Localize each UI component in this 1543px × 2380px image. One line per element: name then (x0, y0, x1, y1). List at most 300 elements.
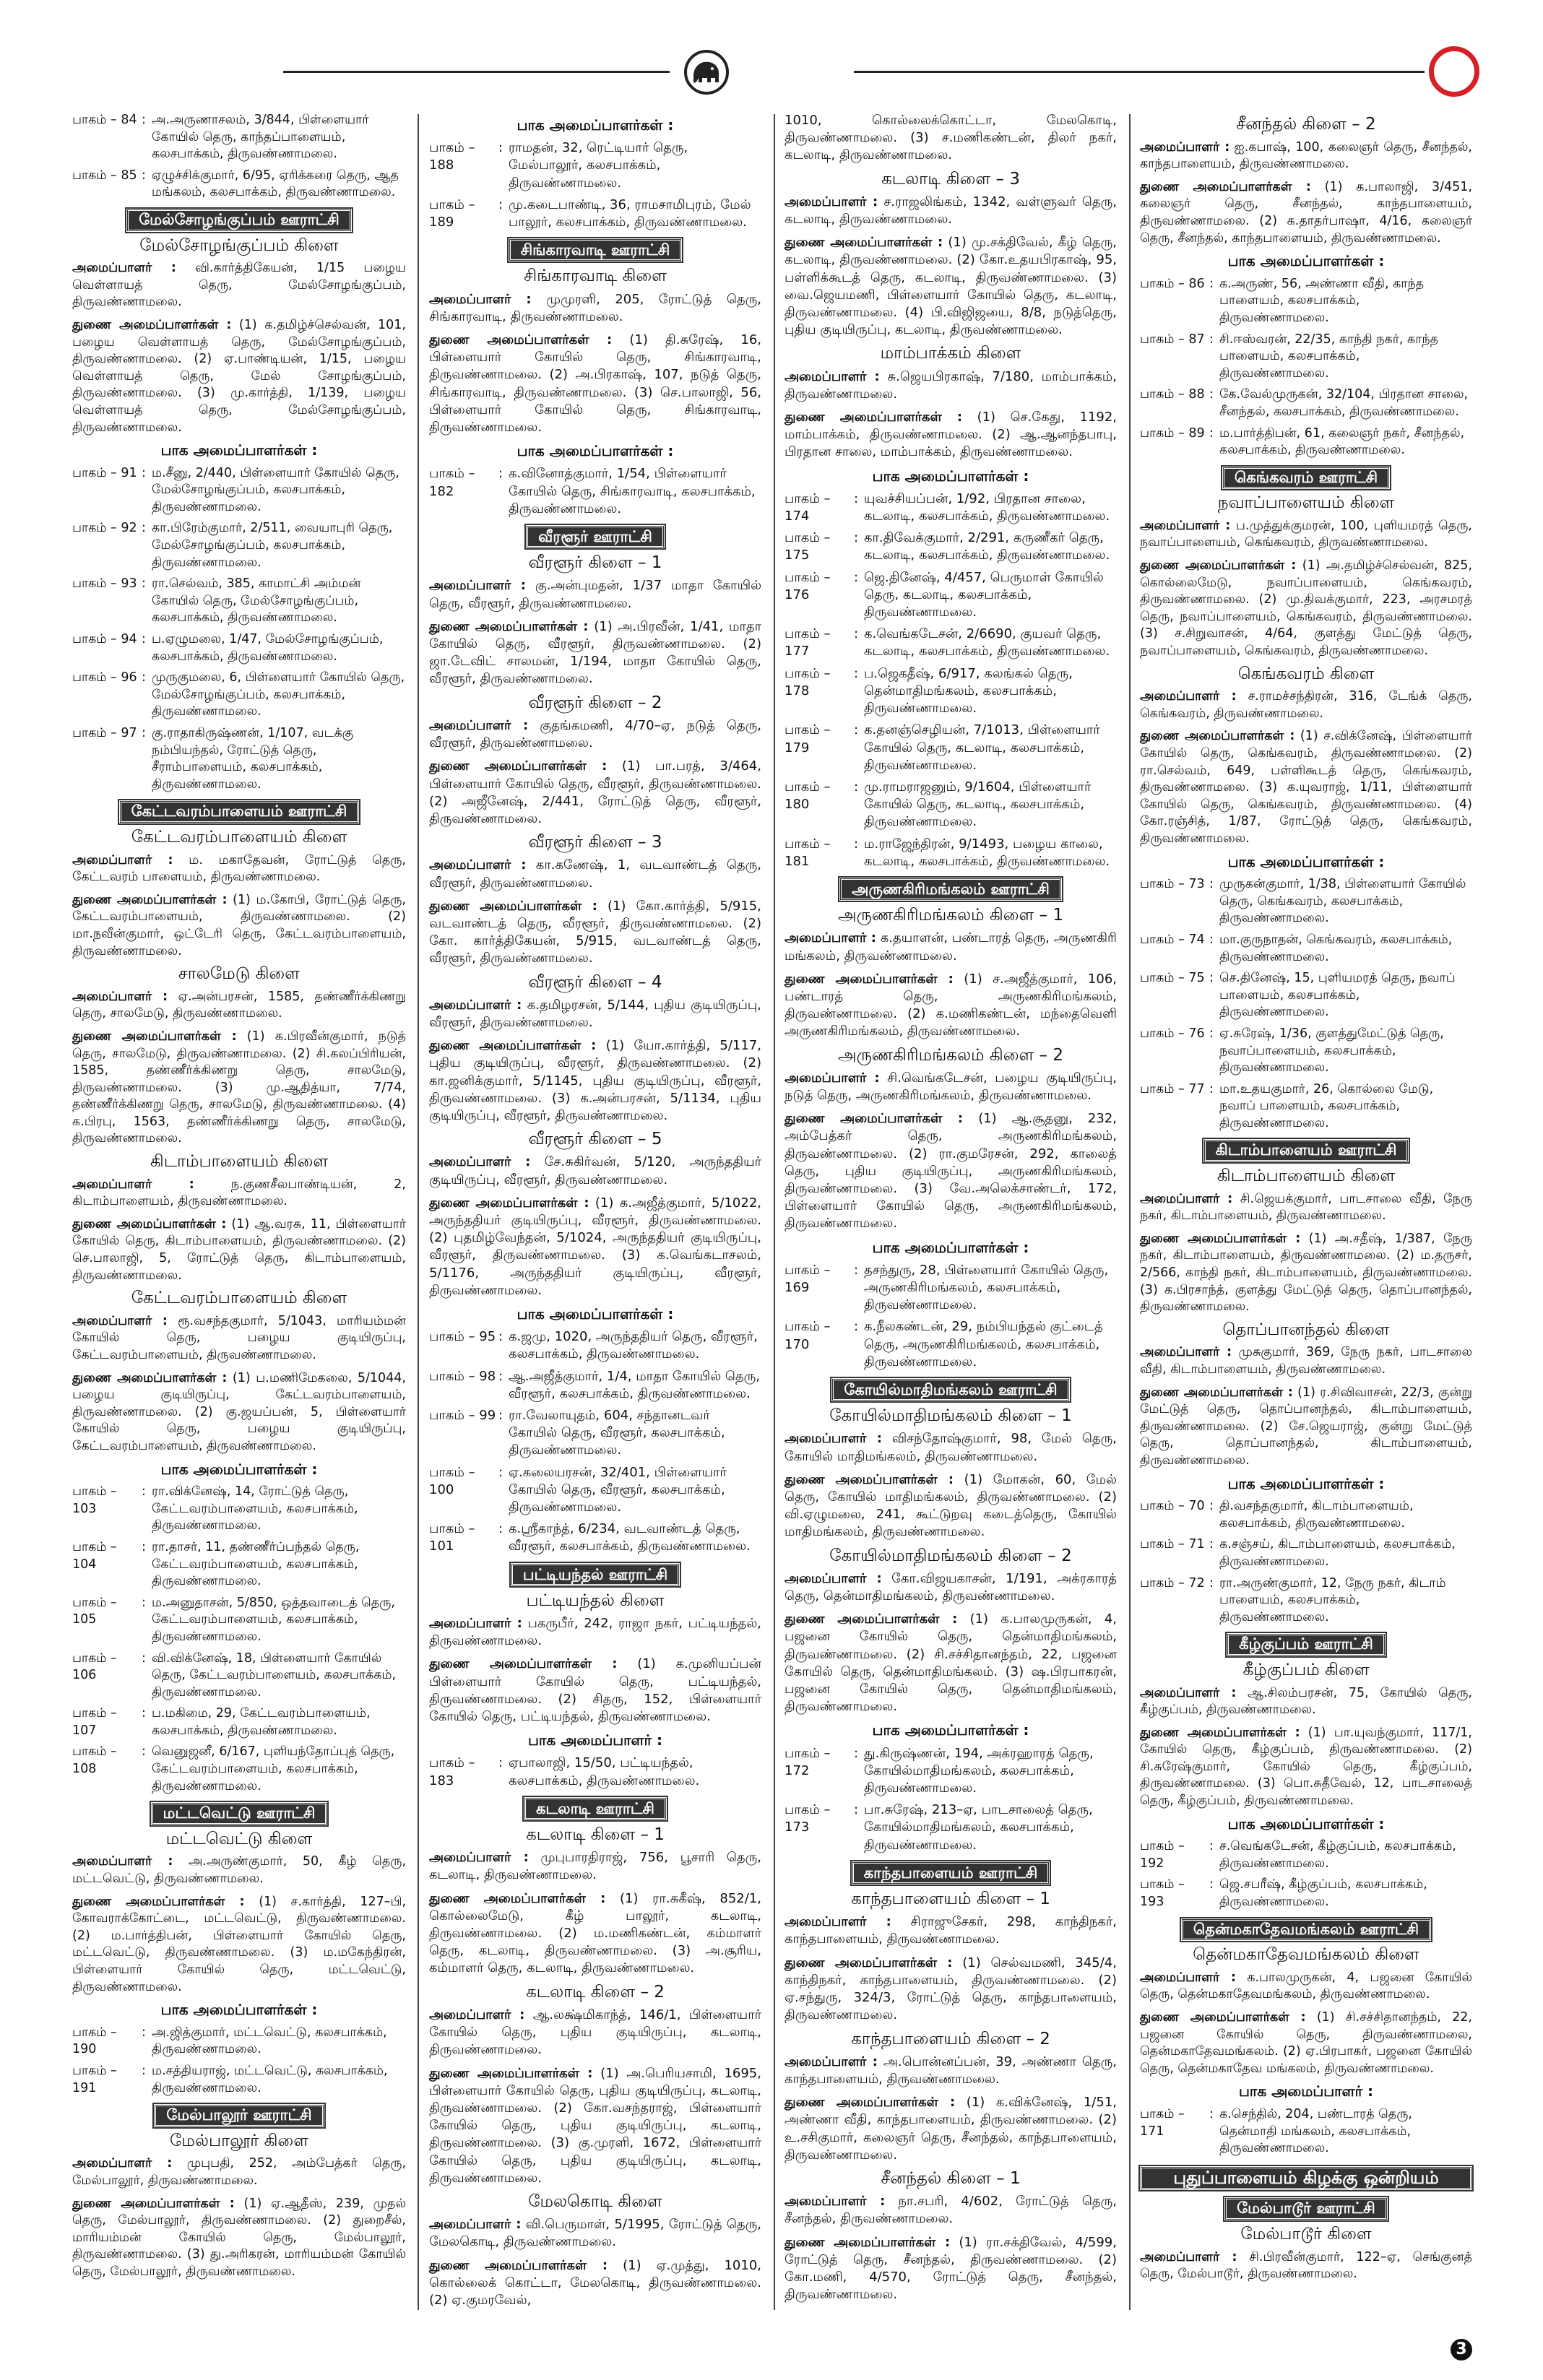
role-label: அமைப்பாளர் : (429, 2007, 525, 2022)
member-details: (1) செ.கேது, 1192, மாம்பாக்கம், திருவண்ணாமலை. (2) ஆ.ஆனந்தபாபு, பிரதான சாலை, மாம்பாக்கம், திருவண்ணாமலை. (785, 410, 1117, 460)
booth-entry (785, 836, 1117, 870)
column-divider (1129, 114, 1131, 2310)
booth-entry (72, 670, 406, 721)
branch-title: கிடாம்பாளையம் கிளை (1216, 1167, 1396, 1186)
role-label: அமைப்பாளர் : (429, 717, 529, 733)
booth-number: பாகம் – 188 (429, 140, 475, 173)
role-label: அமைப்பாளர் : (429, 291, 532, 307)
booth-details: ம.சீனு, 2/440, பிள்ளையார் கோயில் தெரு, மேல்சோழங்குப்பம், கலசபாக்கம், திருவண்ணாமலை. (152, 465, 399, 514)
booth-entry (72, 2025, 406, 2059)
role-label: அமைப்பாளர் : (72, 1177, 194, 1192)
colon: : (498, 466, 503, 482)
booth-details: முருகன்குமார், 1/38, பிள்ளையார் கோயில் தெரு, கெங்கவரம், கலசபாக்கம், திருவண்ணாமலை. (1219, 877, 1466, 926)
colon: : (854, 722, 859, 738)
booth-entry (72, 1484, 406, 1535)
booth-number: பாகம் – 71 (1140, 1537, 1205, 1552)
role-label: அமைப்பாளர் : (429, 1616, 522, 1632)
panchayat-banner (429, 1797, 761, 1820)
booth-details: ம.சத்தியராஜ், மட்டவெட்டு, கலசபாக்கம், திருவண்ணாமலை. (152, 2063, 388, 2095)
booth-number: பாகம் – 105 (72, 1595, 117, 1627)
member-paragraph (72, 317, 406, 436)
member-details: (1) மு.சக்திவேல், கீழ் தெரு, கடலாடி, திருவண்ணாமலை. (2) கோ.உதயபிரகாஷ், 95, பள்ளிக்கூடத் தெரு, கடலாடி, திருவண்ணாமலை. (3) வை.ஜெயமணி, பிள்ளையார் கோயில் தெரு, கடலாடி, திருவண்ணாமலை. (4) பி.விஜிஜயை, 8/8, நடுத்தெரு, புதிய குடியிருப்பு, கடலாடி, திருவண்ணாமலை. (785, 235, 1117, 338)
role-label: துணை அமைப்பாளர்கள் : (72, 892, 228, 907)
role-label: துணை அமைப்பாளர்கள் : (785, 2095, 956, 2111)
panchayat-banner (1140, 2197, 1472, 2220)
role-label: துணை அமைப்பாளர்கள் : (1140, 179, 1311, 194)
booth-number: பாகம் – 75 (1140, 971, 1205, 986)
member-paragraph (429, 1037, 761, 1125)
branch-title: மேல்பாடூர் கிளை (1240, 2224, 1372, 2243)
member-details: சிராஜுசேகர், 298, காந்திநகர், காந்தபாளையம், திருவண்ணாமலை. (785, 1914, 1118, 1947)
member-paragraph (1140, 1231, 1472, 1316)
role-label: அமைப்பாளர் : (1140, 2249, 1237, 2264)
colon: : (142, 1706, 146, 1721)
booth-number: பாகம் – 192 (1140, 1839, 1185, 1871)
header-rule-left (283, 71, 670, 73)
colon: : (498, 1521, 503, 1537)
member-details: ஆ.லக்ஷ்மிகாந்த், 146/1, பிள்ளையார் கோயில் தெரு, புதிய குடியிருப்பு, கடலாடி, திருவண்ணாமலை. (429, 2007, 762, 2058)
booth-details: ரா.செல்வம், 385, காமாட்சி அம்மன் கோயில் தெரு, மேல்சோழங்குப்பம், கலசபாக்கம், திருவண்ணாமலை. (152, 576, 361, 626)
member-details: வி.பெருமாள், 5/1995, ரோட்டுத் தெரு, மேலகொடி, திருவண்ணாமலை. (429, 2217, 761, 2250)
member-paragraph (785, 1110, 1117, 1232)
booth-entry (1140, 1081, 1472, 1133)
booth-number: பாகம் – 171 (1140, 2106, 1185, 2139)
booth-entry (72, 1744, 406, 1795)
booth-details: ஆ.அஜீத்குமார், 1/4, மாதா கோயில் தெரு, வீரளூர், கலசபாக்கம், திருவண்ணாமலை. (509, 1368, 761, 1401)
member-details: சி.பிரவீன்குமார், 122–ஏ, செங்குனத் தெரு, மேல்பாடூர், திருவண்ணாமலை. (1140, 2249, 1472, 2282)
booth-details: ரா.விக்னேஷ், 14, ரோட்டுத் தெரு, கேட்டவரம்பாளையம், கலசபாக்கம், திருவண்ணாமலை. (152, 1484, 358, 1533)
member-paragraph (429, 2007, 761, 2059)
colon: : (1209, 387, 1214, 402)
booth-entry (72, 112, 406, 163)
member-paragraph (1140, 688, 1472, 722)
member-details: அ.பொன்னப்பன், 39, அண்ணா தெரு, காந்தபாளையம், திருவண்ணாமலை. (785, 2054, 1118, 2087)
member-paragraph (72, 2196, 406, 2281)
booth-details: கா.பிரேம்குமார், 2/511, வையாபுரி தெரு, மேல்சோழங்குப்பம், கலசபாக்கம், திருவண்ணாமலை. (152, 521, 393, 570)
member-paragraph (1140, 1191, 1472, 1225)
booth-details: கே.வேல்முருகன், 32/104, பிரதான சாலை, சீனந்தல், கலசபாக்கம், திருவண்ணாமலை. (1219, 387, 1469, 419)
booth-number: பாகம் –183 (429, 1755, 475, 1788)
member-details: ம. மகாதேவன், ரோட்டுத் தெரு, கேட்டவரம் பாளையம், திருவண்ணாமலை. (72, 852, 406, 885)
member-details: (1) ஏ.முத்து, 1010, கொல்லைக் கொட்டா, மேலகொடி, திருவண்ணாமலை. (2) ஏ.குமரவேல், (429, 2257, 761, 2308)
booth-details: மு.ராமராஜனும், 9/1604, பிள்ளையார் கோயில் தெரு, கடலாடி, கலசபாக்கம், திருவண்ணாமலை. (864, 779, 1092, 830)
member-details: 1010, கொல்லைக்கொட்டா, மேலகொடி, திருவண்ணாமலை. (3) ச.மணிகண்டன், திலர் நகர், கடலாடி, திருவண்ணாமலை. (785, 113, 1117, 163)
booth-number: பாகம் – 72 (1140, 1575, 1205, 1591)
colon: : (498, 1368, 503, 1384)
booth-entry (72, 2063, 406, 2097)
booth-number: பாகம் – 91 (72, 465, 137, 480)
booth-number: பாகம் – 106 (72, 1650, 117, 1683)
booth-number: பாகம் – 73 (1140, 877, 1205, 892)
booth-entry (1140, 386, 1472, 420)
role-label: துணை அமைப்பாளர்கள் : (429, 1195, 589, 1211)
booth-entry (72, 465, 406, 516)
panchayat-banner (1140, 1139, 1472, 1162)
branch-title: சீனந்தல் கிளை – 2 (1236, 115, 1376, 134)
role-label: துணை அமைப்பாளர்கள் : (72, 1029, 237, 1044)
member-details: ரூ.வசந்தகுமார், 5/1043, மாரியம்மன் கோயில் தெரு, பழைய குடியிருப்பு, கேட்டவரம்பாளையம், திருவண்ணாமலை. (72, 1313, 406, 1362)
member-paragraph (429, 1890, 761, 1978)
member-paragraph (1140, 179, 1472, 247)
booth-number: பாகம் – 85 (72, 168, 137, 183)
booth-entry (1140, 932, 1472, 966)
booth-entry (429, 1754, 761, 1789)
booth-number: பாகம் – 190 (72, 2025, 117, 2057)
panchayat-banner (72, 2104, 406, 2127)
colon: : (1209, 1839, 1214, 1854)
booth-number: பாகம் – 179 (785, 722, 831, 756)
member-paragraph (429, 2216, 761, 2251)
panchayat-title: அருணகிரிமங்கலம் ஊராட்சி (839, 878, 1062, 901)
colon: : (854, 665, 859, 681)
role-label: அமைப்பாளர் : (785, 2054, 878, 2069)
booth-number: பாகம் – 77 (1140, 1081, 1205, 1096)
booth-details: ரா.வேலாயுதம், 604, சந்தானடவர் கோயில் தெரு, வீரளூர், கலசபாக்கம், திருவண்ணாமலை. (509, 1408, 725, 1458)
booth-entry (72, 576, 406, 627)
booth-number: பாகம் – 97 (72, 726, 137, 740)
booth-number: பாகம் – 92 (72, 521, 137, 536)
colon: : (1209, 425, 1214, 441)
booth-number: பாகம் – 178 (785, 665, 831, 698)
colon: : (142, 726, 146, 740)
colon: : (854, 1745, 859, 1761)
member-details: வி.கார்த்திகேயன், 1/15 பழைய வெள்ளாயத் தெரு, மேல்சோழங்குப்பம், திருவண்ணாமலை. (72, 261, 406, 310)
member-details: (1) ரா.சக்திவேல், 4/599, ரோட்டுத் தெரு, சீனந்தல், திருவண்ணாமலை. (2) கோ.மணி, 4/570, ரோட்டுத் தெரு, சீனந்தல், திருவண்ணாமலை. (785, 2234, 1117, 2303)
member-details: கா.கணேஷ், 1, வடவாண்டத் தெரு, வீரளூர், திருவண்ணாமலை. (429, 857, 761, 891)
colon: : (854, 836, 859, 852)
role-label: அமைப்பாளர் : (1140, 1345, 1232, 1360)
member-paragraph (785, 1070, 1117, 1104)
corner-circle-icon (1429, 46, 1479, 97)
member-details: ச.ராமச்சந்திரன், 316, டேங்க் தெரு, கெங்கவரம், திருவண்ணாமலை. (1140, 689, 1472, 721)
member-paragraph (785, 1471, 1117, 1541)
member-paragraph (429, 1849, 761, 1884)
section-heading: பாக அமைப்பாளர் : (527, 1731, 662, 1749)
member-details: (1) கோ.கார்த்தி, 5/915, வடவாண்டத் தெரு, வீரளூர், திருவண்ணாமலை. (2) கோ. கார்த்திகேயன், 5/915, வடவாண்டத் தெரு, வீரளூர், திருவண்ணாமலை. (429, 898, 761, 966)
branch-title: மேல்பாலூர் கிளை (170, 2131, 308, 2150)
section-heading: பாக அமைப்பாளர்கள் : (160, 2001, 318, 2019)
colon: : (498, 1464, 503, 1480)
panchayat-banner (72, 1802, 406, 1825)
role-label: அமைப்பாளர் : (785, 930, 876, 946)
booth-number: பாகம் – 101 (429, 1521, 475, 1554)
role-label: துணை அமைப்பாளர்கள் : (72, 1216, 227, 1232)
booth-number: பாகம் – 89 (1140, 425, 1205, 441)
booth-details: ம.பார்த்திபன், 61, கலைஞர் நகர், சீனந்தல், கலசபாக்கம், திருவண்ணாமலை. (1219, 425, 1465, 458)
member-details: (1) ம.கோபி, ரோட்டுத் தெரு, கேட்டவரம்பாளையம், திருவண்ணாமலை. (2) மா.நவீன்குமார், ஒட்டேரி தெரு, கேட்டவரம்பாளையம், திருவண்ணாமலை. (72, 892, 406, 959)
member-details: ஏ.அன்பரசன், 1585, தண்ணீர்க்கிணறு தெரு, சாலமேடு, திருவண்ணாமலை. (72, 989, 407, 1021)
branch-title: கோயில்மாதிமங்கலம் கிளை – 1 (829, 1406, 1072, 1426)
colon: : (854, 1262, 859, 1278)
section-heading: பாக அமைப்பாளர்கள் : (517, 1304, 674, 1323)
booth-details: மா.குருநாதன், கெங்கவரம், கலசபாக்கம், திருவண்ணாமலை. (1219, 932, 1453, 964)
colon: : (498, 140, 503, 156)
booth-entry (429, 139, 761, 192)
role-label: துணை அமைப்பாளர்கள் : (785, 1111, 964, 1127)
member-paragraph (1140, 1685, 1472, 1719)
booth-entry (785, 569, 1117, 622)
member-details: (1) க.பிரவீன்குமார், நடுத் தெரு, சாலமேடு, திருவண்ணாமலை. (2) சி.கலப்பிரியன், 1585, தண்ணீர்க்கிணறு தெரு, சாலமேடு, திருவண்ணாமலை. (3) மு.ஆதித்யா, 7/74, தண்ணீர்க்கிணறு தெரு, சாலமேடு, திருவண்ணாமலை. (4) க.பிரபு, 1563, தண்ணீர்க்கிணறு தெரு, சாலமேடு, திருவண்ணாமலை. (72, 1029, 406, 1146)
booth-details: அ.அருணாசலம், 3/844, பிள்ளையார் கோயில் தெரு, காந்தப்பாளையம், கலசபாக்கம், திருவண்ணாமலை. (152, 113, 369, 162)
member-details: (1) ர.சிவிவாசன், 22/3, குன்று மேட்டுத் தெரு, தொப்பானந்தல், கிடாம்பாளையம், திருவண்ணாமலை. (2) சே.ஜெயராஜ், குன்று மேட்டுத் தெரு, தொப்பானந்தல், கிடாம்பாளையம், திருவண்ணாமலை. (1140, 1385, 1472, 1468)
member-details: ஆ.சிலம்பரசன், 75, கோயில் தெரு, கீழ்குப்பம், திருவண்ணாமலை. (1140, 1685, 1472, 1718)
booth-details: செ.தினேஷ், 15, புளியமரத் தெரு, நவாப் பாளையம், கலசபாக்கம், திருவண்ணாமலை. (1219, 971, 1456, 1020)
member-paragraph (72, 1216, 406, 1284)
member-details: (1) அ.பெரியசாமி, 1695, பிள்ளையார் கோயில் தெரு, புதிய குடியிருப்பு, கடலாடி, திருவண்ணாமலை. (2) கோ.வசந்தராஜ், பிள்ளையார் கோயில் தெரு, புதிய குடியிருப்பு, கடலாடி, திருவண்ணாமலை. (3) கு.முரளி, 1672, பிள்ளையார் கோயில் தெரு, புதிய குடியிருப்பு, கடலாடி, திருவண்ணாமலை. (429, 2065, 761, 2186)
member-paragraph (72, 1177, 406, 1211)
member-details: விசந்தோஷ்குமார், 98, மேல் தெரு, கோயில் மாதிமங்கலம், திருவண்ணாமலை. (785, 1431, 1118, 1464)
booth-entry (429, 196, 761, 231)
booth-details: வெனுஜனீ, 6/167, புளியந்தோப்புத் தெரு, கேட்டவரம்பாளையம், கலசபாக்கம், திருவண்ணாமலை. (152, 1744, 395, 1793)
member-paragraph (429, 857, 761, 891)
role-label: அமைப்பாளர் : (429, 997, 522, 1013)
colon: : (142, 632, 146, 647)
branch-title: சாலமேடு கிளை (178, 964, 300, 984)
colon: : (854, 569, 859, 585)
branch-title: கடலாடி கிளை – 2 (526, 1982, 665, 2002)
branch-title: அருணகிரிமங்கலம் கிளை – 1 (838, 906, 1063, 925)
member-paragraph (1140, 1725, 1472, 1810)
booth-details: முருகுமலை, 6, பிள்ளையார் கோயில் தெரு, மேல்சோழங்குப்பம், கலசபாக்கம், திருவண்ணாமலை. (152, 670, 405, 719)
booth-entry (785, 626, 1117, 660)
member-paragraph (72, 1853, 406, 1887)
booth-details: ராமதன், 32, ரெட்டியார் தெரு, மேல்பாலூர், கலசபாக்கம், திருவண்ணாமலை. (509, 140, 688, 191)
role-label: அமைப்பாளர் : (785, 1070, 880, 1086)
member-details: ந.குணசீலபாண்டியன், 2, கிடாம்பாளையம், திருவண்ணாமலை. (72, 1177, 406, 1209)
role-label: அமைப்பாளர் : (785, 1914, 891, 1930)
booth-entry (1140, 332, 1472, 383)
booth-details: க.வெங்கடேசன், 2/6690, குயவர் தெரு, கடலாடி, கலசபாக்கம், திருவண்ணாமலை. (864, 626, 1110, 659)
member-paragraph (1140, 518, 1472, 552)
booth-entry (1140, 1575, 1472, 1627)
role-label: அமைப்பாளர் : (785, 1431, 882, 1447)
booth-details: ஏ.கலையரசன், 32/401, பிள்ளையார் கோயில் தெரு, வீரளூர், கலசபாக்கம், திருவண்ணாமலை. (509, 1464, 727, 1515)
booth-entry (429, 1328, 761, 1363)
role-label: துணை அமைப்பாளர்கள் : (1140, 729, 1295, 744)
booth-number: பாகம் – 94 (72, 632, 137, 647)
colon: : (1209, 1026, 1214, 1041)
booth-number: பாகம் – 70 (1140, 1499, 1205, 1514)
panchayat-banner (785, 1861, 1117, 1884)
role-label: துணை அமைப்பாளர்கள் : (785, 1471, 954, 1487)
member-details: (1) ச.கார்த்தி, 127–பி, கோவராக்கோட்டை, மட்டவெட்டு, திருவண்ணாமலை. (2) ம.பார்த்திபன், பிள்ளையார் கோயில் தெரு, மட்டவெட்டு, திருவண்ணாமலை. (3) ம.மகேந்திரன், பிள்ளையார் கோயில் தெரு, மட்டவெட்டு, திருவண்ணாமலை. (72, 1894, 407, 1994)
role-label: அமைப்பாளர் : (429, 2217, 522, 2233)
section-heading: பாக அமைப்பாளர்கள் : (160, 1460, 318, 1478)
booth-details: மா.உதயகுமார், 26, கொல்லை மேடு, நவாப் பாளையம், கலசபாக்கம், திருவண்ணாமலை. (1219, 1081, 1434, 1130)
panchayat-title: மேல்சோழங்குப்பம் ஊராட்சி (126, 209, 351, 232)
member-details: க.தமிழரசன், 5/144, புதிய குடியிருப்பு, வீரளூர், திருவண்ணாமலை. (429, 997, 762, 1030)
booth-entry (429, 1368, 761, 1403)
member-paragraph (72, 1370, 406, 1455)
member-details: (1) ரா.சுகீஷ், 852/1, கொல்லைமேடு, கீழ் பாலூர், கடலாடி, திருவண்ணாமலை. (2) ம.மணிகண்டன், கம்மாளர் தெரு, கடலாடி, திருவண்ணாமலை. (3) அ.சூரிய, கம்மாளர் தெரு, கடலாடி, திருவண்ணாமலை. (429, 1890, 761, 1976)
branch-title: அருணகிரிமங்கலம் கிளை – 2 (838, 1045, 1063, 1065)
panchayat-title: மட்டவெட்டு ஊராட்சி (151, 1802, 328, 1825)
colon: : (498, 196, 503, 212)
booth-details: ஜெ.சபரீஷ், கீழ்குப்பம், கலசபாக்கம், திருவண்ணாமலை. (1219, 1877, 1427, 1910)
union-banner (1140, 2166, 1472, 2191)
branch-title: கெங்கவரம் கிளை (1237, 664, 1375, 683)
section-heading: பாக அமைப்பாளர்கள் : (1227, 1474, 1385, 1492)
booth-details: ரா.தாசர், 11, தண்ணீர்ப்பந்தல் தெரு, கேட்டவரம்பாளையம், கலசபாக்கம், திருவண்ணாமலை. (152, 1539, 360, 1589)
booth-entry (785, 529, 1117, 564)
member-details: (1) க.தமிழ்ச்செல்வன், 101, பழைய வெள்ளாயத் தெரு, மேல்சோழங்குப்பம், திருவண்ணாமலை. (2) ஏ.பாண்டியன், 1/15, பழைய வெள்ளாயத் தெரு, மேல் சோழங்குப்பம், திருவண்ணாமலை. (3) மு.கார்த்தி, 1/139, பழைய வெள்ளாயத் தெரு, மேல்சோழங்குப்பம், திருவண்ணாமலை. (72, 317, 406, 435)
panchayat-title: கெங்கவரம் ஊராட்சி (1222, 467, 1390, 490)
elephant-logo-icon (683, 49, 730, 95)
member-details: (1) பா.பரத், 3/464, பிள்ளையார் கோயில் தெரு, வீரளூர், திருவண்ணாமலை. (2) அஜீனேஷ், 2/441, ரோட்டுத் தெரு, வீரளூர், திருவண்ணாமலை. (429, 758, 761, 826)
booth-entry (785, 779, 1117, 831)
member-details: கோ.விஜயகாசன், 1/191, அக்ரகாரத் தெரு, தென்மாதிமங்கலம், திருவண்ணாமலை. (785, 1570, 1117, 1604)
page-number: 3 (1451, 2339, 1472, 2360)
role-label: அமைப்பாளர் : (1140, 1970, 1237, 1985)
member-details: (1) அ.தமிழ்ச்செல்வன், 825, கொல்லைமேடு, நவாப்பாளையம், கெங்கவரம், திருவண்ணாமலை. (2) மு.திவக்குமார், 223, அரசமரத் தெரு, நவாப்பாளையம், கெங்கவரம், திருவண்ணாமலை. (3) ச.சிறுவாசன், 4/64, குளத்து மேட்டுத் தெரு, நவாப்பாளையம், கெங்கவரம், திருவண்ணாமலை. (1140, 558, 1473, 659)
colon: : (142, 670, 146, 685)
booth-entry (429, 1407, 761, 1460)
booth-entry (1140, 2106, 1472, 2158)
member-paragraph (429, 2257, 761, 2310)
booth-number: பாகம் – 104 (72, 1539, 117, 1572)
booth-entry (1140, 425, 1472, 459)
panchayat-banner (1140, 467, 1472, 490)
role-label: துணை அமைப்பாளர்கள் : (429, 1890, 606, 1906)
member-details: சி.ஜெயக்குமார், பாடசாலை வீதி, நேரு நகர், கிடாம்பாளையம், திருவண்ணாமலை. (1140, 1191, 1472, 1224)
booth-details: ச.வெங்கடேசன், கீழ்குப்பம், கலசபாக்கம், திருவண்ணாமலை. (1219, 1839, 1456, 1871)
member-paragraph (1140, 2249, 1472, 2283)
role-label: அமைப்பாளர் : (72, 1313, 168, 1328)
booth-details: வி.விக்னேஷ், 18, பிள்ளையார் கோயில் தெரு, கேட்டவரம்பாளையம், கலசபாக்கம், திருவண்ணாமலை. (152, 1650, 397, 1700)
booth-details: க.வினோத்குமார், 1/54, பிள்ளையார் கோயில் தெரு, சிங்காரவாடி, கலசபாக்கம், திருவண்ணாமலை. (509, 466, 756, 516)
panchayat-banner (1140, 1633, 1472, 1656)
member-details: (1) ச.விக்னேஷ், பிள்ளையார் கோயில் தெரு, கெங்கவரம், திருவண்ணாமலை. (2) ரா.செல்வம், 649, பள்ளிகூடத் தெரு, கெங்கவரம், திருவண்ணாமலை. (3) க.யுவராஜ், 1/11, பிள்ளையார் கோயில் தெரு, கெங்கவரம், திருவண்ணாமலை. (4) கோ.ரஞ்சித், 1/87, ரோட்டுத் தெரு, கெங்கவரம், திருவண்ணாமலை. (1140, 729, 1472, 846)
booth-entry (72, 1595, 406, 1646)
member-paragraph (429, 1615, 761, 1650)
branch-title: கோயில்மாதிமங்கலம் கிளை – 2 (829, 1546, 1072, 1565)
panchayat-title: பட்டியந்தல் ஊராட்சி (511, 1563, 680, 1586)
colon: : (142, 1539, 146, 1554)
member-details: (1) ஆ.வரசு, 11, பிள்ளையார் கோயில் தெரு, கிடாம்பாளையம், திருவண்ணாமலை. (2) செ.பாலாஜி, 5, ரோட்டுத் தெரு, கிடாம்பாளையம், திருவண்ணாமலை. (72, 1216, 406, 1283)
panchayat-banner (785, 1378, 1117, 1401)
member-details: நா.சபரி, 4/602, ரோட்டுத் தெரு, சீனந்தல், திருவண்ணாமலை. (785, 2194, 1118, 2227)
booth-details: க.ஸ்ரீகாந்த், 6/234, வடவாண்டத் தெரு, வீரளூர், கலசபாக்கம், திருவண்ணாமலை. (509, 1521, 751, 1554)
booth-details: அ.ஜித்குமார், மட்டவெட்டு, கலசபாக்கம், திருவண்ணாமலை. (152, 2025, 387, 2057)
member-paragraph (785, 234, 1117, 339)
colon: : (142, 521, 146, 536)
colon: : (142, 1744, 146, 1760)
branch-title: வீரளூர் கிளை – 2 (528, 693, 662, 712)
role-label: துணை அமைப்பாளர்கள் : (1140, 1231, 1301, 1246)
colon: : (1209, 1499, 1214, 1514)
panchayat-banner (1140, 1918, 1472, 1942)
column-1 (72, 112, 406, 2287)
booth-entry (1140, 970, 1472, 1021)
member-paragraph (429, 758, 761, 828)
member-paragraph (1140, 2009, 1472, 2077)
role-label: துணை அமைப்பாளர்கள் : (72, 1894, 245, 1909)
booth-details: ப.ஜெகதீஷ், 6/917, கலங்கல் தெரு, தென்மாதிமங்கலம், கலசபாக்கம், திருவண்ணாமலை. (864, 665, 1073, 717)
section-heading: பாக அமைப்பாளர்கள் : (160, 441, 318, 459)
booth-entry (785, 1745, 1117, 1798)
role-label: துணை அமைப்பாளர்கள் : (785, 2234, 951, 2250)
booth-entry (429, 465, 761, 518)
booth-entry (1140, 1498, 1472, 1532)
booth-number: பாகம் – 108 (72, 1744, 117, 1777)
colon: : (1209, 276, 1214, 291)
panchayat-title: சிங்காரவாடி ஊராட்சி (509, 238, 683, 261)
role-label: துணை அமைப்பாளர்கள் : (785, 971, 954, 987)
booth-number: பாகம் – 96 (72, 670, 137, 685)
booth-number: பாகம் – 87 (1140, 332, 1205, 347)
member-details: முசுகுமார், 369, நேரு நகர், பாடசாலை வீதி, கிடாம்பாளையம், திருவண்ணாமலை. (1140, 1345, 1472, 1377)
panchayat-title: கோயில்மாதிமங்கலம் ஊராட்சி (831, 1378, 1069, 1401)
role-label: துணை அமைப்பாளர்கள் : (429, 618, 589, 634)
member-details: க.பாலமுருகன், 4, பஜனை கோயில் தெரு, தென்மகாதேவமங்கலம், திருவண்ணாமலை. (1140, 1970, 1472, 2002)
booth-entry (785, 722, 1117, 774)
member-paragraph (72, 892, 406, 960)
booth-entry (785, 1318, 1117, 1371)
panchayat-banner (72, 209, 406, 232)
booth-number: பாகம் – 170 (785, 1319, 831, 1352)
member-paragraph (785, 368, 1117, 403)
booth-entry (785, 490, 1117, 525)
booth-entry (785, 1262, 1117, 1315)
member-paragraph (1140, 1344, 1472, 1378)
booth-number: பாகம் – 99 (429, 1408, 496, 1423)
booth-details: ப.மகிமை, 29, கேட்டவரம்பாளையம், கலசபாக்கம், திருவண்ணாமலை. (152, 1706, 371, 1738)
column-divider (418, 114, 419, 2310)
panchayat-title: மேல்பாலூர் ஊராட்சி (154, 2104, 324, 2127)
booth-details: ஏழுச்சிக்குமார், 6/95, ஏரிக்கரை தெரு, ஆத மங்கலம், கலசபாக்கம், திருவண்ணாமலை. (152, 168, 399, 200)
member-details: (1) தி.சுரேஷ், 16, பிள்ளையார் கோயில் தெரு, சிங்காரவாடி, திருவண்ணாமலை. (2) அ.பிரகாஷ், 107, நடுத் தெரு, சிங்காரவாடி, திருவண்ணாமலை. (3) செ.பாலாஜி, 56, பிள்ளையார் கோயில் தெரு, சிங்காரவாடி, திருவண்ணாமலை. (429, 332, 761, 436)
booth-entry (72, 1650, 406, 1702)
member-details: சி.வெங்கடேசன், பழைய குடியிருப்பு, நடுத் தெரு, அருணகிரிமங்கலம், திருவண்ணாமலை. (785, 1070, 1117, 1103)
member-paragraph (72, 852, 406, 886)
role-label: அமைப்பாளர் : (72, 852, 173, 867)
role-label: அமைப்பாளர் : (72, 2156, 173, 2171)
branch-title: நவாப்பாளையம் கிளை (1217, 493, 1395, 513)
section-heading: பாக அமைப்பாளர் : (1238, 2082, 1373, 2100)
booth-entry (1140, 1536, 1472, 1570)
member-details: அ.அருண்குமார், 50, கீழ் தெரு, மட்டவெட்டு, திருவண்ணாமலை. (72, 1854, 407, 1887)
member-details: (1) அ.சதீஷ், 1/387, நேரு நகர், கிடாம்பாளையம், திருவண்ணாமலை. (2) ம.தருசர், 2/566, காந்தி நகர், கிடாம்பாளையம், திருவண்ணாமலை. (3) க.பிரசாந்த், குளத்து மேட்டுத் தெரு, தொப்பானந்தல், திருவண்ணாமலை. (1140, 1231, 1472, 1315)
branch-title: கடலாடி கிளை – 1 (526, 1825, 665, 1845)
booth-details: பா.சுரேஷ், 213–ஏ, பாடசாலைத் தெரு, கோயில்மாதிமங்கலம், கலசபாக்கம், திருவண்ணாமலை. (864, 1802, 1093, 1853)
booth-number: பாகம் – 86 (1140, 276, 1205, 291)
member-paragraph (429, 1656, 761, 1726)
role-label: அமைப்பாளர் : (429, 578, 527, 594)
member-paragraph (785, 2054, 1117, 2088)
branch-title: கீழ்குப்பம் கிளை (1242, 1660, 1370, 1679)
member-paragraph (785, 1955, 1117, 2025)
panchayat-banner (429, 525, 761, 548)
branch-title: காந்தபாளையம் கிளை – 2 (851, 2029, 1050, 2048)
member-paragraph (785, 2234, 1117, 2304)
role-label: அமைப்பாளர் : (1140, 518, 1231, 533)
member-paragraph (429, 717, 761, 752)
section-heading: பாக அமைப்பாளர்கள் : (1227, 852, 1385, 870)
booth-entry (1140, 1026, 1472, 1077)
booth-number: பாகம் – 107 (72, 1706, 117, 1738)
member-details: (1) செல்வமணி, 345/4, காந்திநகர், காந்தபாளையம், திருவண்ணாமலை. (2) ஏ.சந்துரு, 324/3, ரோட்டுத் தெரு, காந்தபாளையம், திருவண்ணாமலை. (785, 1955, 1117, 2023)
booth-entry (429, 1464, 761, 1517)
section-heading: பாக அமைப்பாளர்கள் : (1227, 1814, 1385, 1832)
panchayat-banner (72, 800, 406, 823)
booth-details: மு.கடைபாண்டி, 36, ராமசாமிபுரம், மேல் பாலூர், கலசபாக்கம், திருவண்ணாமலை. (509, 196, 751, 230)
member-paragraph (785, 409, 1117, 462)
colon: : (498, 1329, 503, 1345)
member-paragraph (429, 1195, 761, 1299)
colon: : (142, 1484, 146, 1500)
booth-number: பாகம் – 175 (785, 530, 831, 563)
colon: : (1209, 877, 1214, 892)
